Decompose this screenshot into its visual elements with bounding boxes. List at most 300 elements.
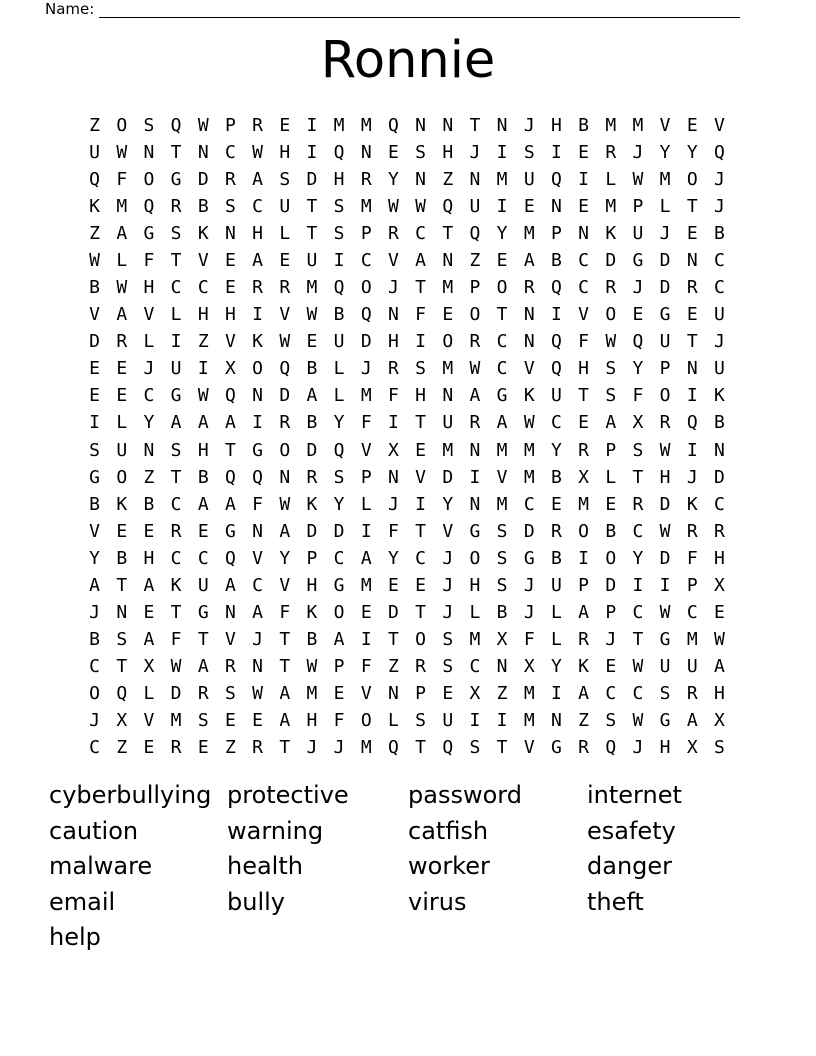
- grid-letter: L: [279, 222, 291, 244]
- grid-letter: P: [360, 222, 372, 244]
- grid-letter: K: [578, 656, 589, 678]
- grid-letter: B: [89, 277, 100, 299]
- grid-letter: T: [116, 574, 128, 596]
- grid-letter: Q: [469, 222, 481, 244]
- grid-letter: U: [442, 710, 454, 732]
- grid-letter: A: [469, 385, 481, 407]
- grid-letter: F: [523, 629, 535, 651]
- grid-letter: V: [89, 520, 100, 542]
- grid-letter: A: [605, 412, 617, 434]
- grid-letter: K: [605, 222, 617, 244]
- grid-letter: N: [578, 222, 589, 244]
- grid-letter: J: [442, 574, 454, 596]
- grid-letter: U: [713, 358, 725, 380]
- grid-letter: Z: [578, 710, 589, 732]
- grid-letter: L: [387, 710, 399, 732]
- grid-letter: L: [550, 602, 562, 624]
- grid-letter: H: [415, 385, 426, 407]
- grid-letter: Q: [550, 331, 562, 353]
- grid-letter: C: [632, 683, 644, 705]
- grid-letter: I: [469, 466, 481, 488]
- grid-letter: C: [89, 737, 100, 759]
- grid-letter: R: [632, 493, 644, 515]
- grid-letter: W: [632, 710, 644, 732]
- grid-letter: G: [252, 439, 263, 461]
- grid-letter: K: [116, 493, 128, 515]
- grid-letter: A: [143, 629, 155, 651]
- grid-letter: V: [578, 304, 589, 326]
- word-list-item: health: [227, 852, 303, 881]
- grid-letter: C: [550, 412, 562, 434]
- grid-letter: O: [686, 168, 698, 190]
- grid-letter: S: [442, 629, 454, 651]
- grid-letter: F: [415, 304, 426, 326]
- grid-letter: M: [605, 114, 617, 136]
- grid-letter: K: [686, 493, 698, 515]
- grid-letter: N: [442, 385, 454, 407]
- grid-letter: E: [686, 304, 698, 326]
- grid-letter: E: [333, 683, 345, 705]
- grid-letter: Y: [550, 656, 562, 678]
- grid-letter: V: [496, 466, 508, 488]
- grid-letter: N: [550, 195, 562, 217]
- grid-letter: G: [143, 222, 155, 244]
- grid-letter: I: [469, 710, 481, 732]
- grid-letter: M: [469, 629, 481, 651]
- grid-letter: E: [442, 683, 454, 705]
- grid-letter: W: [659, 520, 671, 542]
- grid-letter: N: [442, 249, 454, 271]
- grid-letter: I: [360, 520, 372, 542]
- grid-letter: J: [632, 277, 644, 299]
- grid-letter: W: [713, 629, 725, 651]
- grid-letter: Y: [89, 547, 100, 569]
- grid-letter: V: [442, 520, 454, 542]
- grid-letter: Y: [333, 493, 345, 515]
- grid-letter: W: [89, 249, 100, 271]
- grid-letter: Q: [442, 737, 454, 759]
- grid-letter: T: [279, 656, 291, 678]
- grid-letter: T: [442, 222, 454, 244]
- grid-letter: F: [360, 412, 372, 434]
- grid-letter: X: [632, 412, 644, 434]
- grid-letter: S: [333, 466, 345, 488]
- grid-letter: Q: [333, 141, 345, 163]
- grid-letter: W: [523, 412, 535, 434]
- grid-letter: U: [197, 574, 209, 596]
- grid-letter: T: [415, 602, 426, 624]
- grid-letter: N: [469, 439, 481, 461]
- grid-letter: R: [686, 277, 698, 299]
- grid-letter: U: [116, 439, 128, 461]
- grid-letter: W: [605, 331, 617, 353]
- grid-letter: C: [713, 493, 725, 515]
- grid-letter: R: [578, 439, 589, 461]
- grid-letter: I: [170, 331, 182, 353]
- grid-letter: V: [279, 304, 291, 326]
- grid-letter: W: [279, 493, 291, 515]
- grid-letter: Z: [387, 656, 399, 678]
- grid-letter: N: [197, 141, 209, 163]
- word-list-item: password: [408, 781, 522, 809]
- grid-letter: S: [523, 141, 535, 163]
- grid-letter: B: [578, 114, 589, 136]
- grid-letter: O: [605, 304, 617, 326]
- grid-letter: F: [578, 331, 589, 353]
- grid-letter: E: [415, 574, 426, 596]
- grid-letter: D: [605, 574, 617, 596]
- grid-letter: B: [550, 547, 562, 569]
- grid-letter: M: [523, 439, 535, 461]
- grid-letter: N: [224, 602, 236, 624]
- grid-letter: F: [252, 493, 263, 515]
- grid-letter: B: [306, 629, 318, 651]
- grid-letter: Q: [442, 195, 454, 217]
- grid-letter: H: [306, 710, 318, 732]
- grid-letter: X: [523, 656, 535, 678]
- grid-letter: G: [89, 466, 100, 488]
- grid-letter: G: [224, 520, 236, 542]
- grid-letter: S: [469, 737, 481, 759]
- grid-letter: I: [632, 574, 644, 596]
- grid-letter: R: [686, 520, 698, 542]
- grid-letter: R: [387, 358, 399, 380]
- grid-letter: I: [306, 141, 318, 163]
- grid-letter: G: [632, 249, 644, 271]
- grid-letter: V: [523, 358, 535, 380]
- grid-letter: R: [578, 737, 589, 759]
- grid-letter: S: [605, 710, 617, 732]
- grid-letter: R: [360, 168, 372, 190]
- grid-letter: L: [550, 629, 562, 651]
- grid-letter: B: [713, 412, 725, 434]
- grid-letter: U: [523, 168, 535, 190]
- word-list-item: caution: [49, 816, 139, 845]
- grid-letter: D: [306, 520, 318, 542]
- grid-letter: A: [578, 683, 589, 705]
- grid-letter: Y: [496, 222, 508, 244]
- grid-letter: R: [550, 520, 562, 542]
- grid-letter: M: [659, 168, 671, 190]
- grid-letter: O: [605, 547, 617, 569]
- grid-letter: J: [632, 141, 644, 163]
- grid-letter: P: [469, 277, 481, 299]
- grid-letter: H: [279, 141, 291, 163]
- grid-letter: E: [686, 222, 698, 244]
- grid-letter: L: [143, 683, 155, 705]
- grid-letter: X: [713, 574, 725, 596]
- grid-letter: J: [387, 277, 399, 299]
- grid-letter: U: [89, 141, 100, 163]
- grid-letter: O: [143, 168, 155, 190]
- grid-letter: A: [143, 574, 155, 596]
- grid-letter: C: [686, 602, 698, 624]
- grid-letter: V: [360, 683, 372, 705]
- grid-letter: X: [496, 629, 508, 651]
- grid-letter: F: [360, 656, 372, 678]
- grid-letter: N: [686, 249, 698, 271]
- grid-letter: C: [197, 277, 209, 299]
- grid-letter: C: [469, 656, 481, 678]
- grid-letter: Z: [224, 737, 236, 759]
- grid-letter: Q: [143, 195, 155, 217]
- grid-letter: C: [578, 249, 589, 271]
- grid-letter: F: [170, 629, 182, 651]
- grid-letter: P: [632, 195, 644, 217]
- grid-letter: A: [224, 574, 236, 596]
- grid-letter: Q: [170, 114, 182, 136]
- grid-letter: Y: [442, 493, 454, 515]
- grid-letter: A: [279, 520, 291, 542]
- grid-letter: S: [713, 737, 725, 759]
- grid-letter: T: [415, 277, 426, 299]
- grid-letter: T: [632, 466, 644, 488]
- grid-letter: N: [252, 385, 263, 407]
- grid-letter: M: [170, 710, 182, 732]
- grid-letter: M: [523, 710, 535, 732]
- grid-letter: Q: [387, 114, 399, 136]
- grid-letter: Z: [496, 683, 508, 705]
- grid-letter: N: [387, 304, 399, 326]
- grid-letter: Q: [550, 168, 562, 190]
- grid-letter: E: [578, 412, 589, 434]
- grid-letter: H: [143, 547, 155, 569]
- grid-letter: J: [333, 737, 345, 759]
- grid-letter: E: [578, 141, 589, 163]
- grid-letter: M: [306, 277, 318, 299]
- grid-letter: H: [550, 114, 562, 136]
- grid-letter: T: [170, 141, 182, 163]
- grid-letter: F: [116, 168, 128, 190]
- grid-letter: L: [116, 412, 128, 434]
- grid-letter: W: [387, 195, 399, 217]
- word-list-item: warning: [227, 816, 324, 845]
- grid-letter: W: [632, 168, 644, 190]
- grid-letter: Q: [89, 168, 100, 190]
- grid-letter: J: [442, 547, 454, 569]
- grid-letter: T: [496, 737, 508, 759]
- grid-letter: E: [387, 141, 399, 163]
- grid-letter: B: [306, 358, 318, 380]
- grid-letter: J: [89, 710, 100, 732]
- grid-letter: G: [469, 520, 481, 542]
- grid-letter: V: [252, 547, 263, 569]
- grid-letter: I: [578, 547, 589, 569]
- grid-letter: H: [469, 574, 481, 596]
- grid-letter: C: [224, 141, 236, 163]
- grid-letter: N: [415, 114, 426, 136]
- grid-letter: R: [713, 520, 725, 542]
- grid-letter: Y: [659, 141, 671, 163]
- grid-letter: J: [686, 466, 698, 488]
- grid-letter: Q: [550, 358, 562, 380]
- grid-letter: U: [659, 656, 671, 678]
- grid-letter: K: [170, 574, 182, 596]
- grid-letter: E: [89, 358, 100, 380]
- grid-letter: J: [442, 602, 454, 624]
- grid-letter: R: [252, 737, 263, 759]
- grid-letter: V: [224, 629, 236, 651]
- grid-letter: C: [170, 277, 182, 299]
- grid-letter: L: [116, 249, 128, 271]
- grid-letter: I: [659, 574, 671, 596]
- grid-letter: M: [632, 114, 644, 136]
- grid-letter: X: [469, 683, 481, 705]
- grid-letter: F: [686, 547, 698, 569]
- grid-letter: C: [605, 683, 617, 705]
- grid-letter: D: [442, 466, 454, 488]
- grid-letter: B: [89, 493, 100, 515]
- grid-letter: U: [442, 412, 454, 434]
- word-list: [49, 778, 789, 956]
- grid-letter: Q: [333, 439, 345, 461]
- grid-letter: M: [360, 195, 372, 217]
- grid-letter: A: [252, 249, 263, 271]
- grid-letter: H: [387, 331, 399, 353]
- grid-letter: H: [659, 466, 671, 488]
- grid-letter: E: [605, 493, 617, 515]
- grid-letter: M: [496, 439, 508, 461]
- grid-letter: A: [306, 385, 318, 407]
- grid-letter: I: [387, 412, 399, 434]
- grid-letter: G: [523, 547, 535, 569]
- grid-letter: N: [550, 710, 562, 732]
- grid-letter: S: [224, 195, 236, 217]
- grid-letter: I: [306, 114, 318, 136]
- grid-letter: T: [306, 195, 318, 217]
- grid-letter: I: [415, 493, 426, 515]
- grid-letter: J: [306, 737, 318, 759]
- grid-letter: M: [686, 629, 698, 651]
- grid-letter: F: [143, 249, 155, 271]
- grid-letter: B: [89, 629, 100, 651]
- grid-letter: Y: [333, 412, 345, 434]
- grid-letter: E: [116, 358, 128, 380]
- grid-letter: H: [252, 222, 263, 244]
- grid-letter: R: [605, 277, 617, 299]
- grid-letter: O: [415, 629, 426, 651]
- grid-letter: X: [713, 710, 725, 732]
- grid-letter: T: [415, 412, 426, 434]
- grid-letter: N: [415, 168, 426, 190]
- grid-letter: A: [197, 656, 209, 678]
- grid-letter: Y: [387, 547, 399, 569]
- grid-letter: Y: [143, 412, 155, 434]
- grid-letter: L: [605, 168, 617, 190]
- grid-letter: N: [143, 141, 155, 163]
- grid-letter: O: [116, 114, 128, 136]
- grid-letter: N: [469, 493, 481, 515]
- grid-letter: G: [197, 602, 209, 624]
- grid-letter: C: [713, 249, 725, 271]
- grid-letter: V: [659, 114, 671, 136]
- grid-letter: S: [197, 710, 209, 732]
- grid-letter: H: [578, 358, 589, 380]
- grid-letter: R: [252, 114, 263, 136]
- grid-letter: O: [360, 277, 372, 299]
- grid-letter: C: [496, 331, 508, 353]
- grid-letter: C: [252, 574, 263, 596]
- grid-letter: O: [279, 439, 291, 461]
- grid-letter: Z: [89, 114, 100, 136]
- name-row: [45, 1, 740, 18]
- grid-letter: T: [686, 195, 698, 217]
- grid-letter: I: [496, 710, 508, 732]
- grid-letter: Y: [632, 547, 644, 569]
- grid-letter: V: [279, 574, 291, 596]
- grid-letter: P: [659, 358, 671, 380]
- grid-letter: D: [279, 385, 291, 407]
- grid-letter: R: [170, 737, 182, 759]
- grid-letter: E: [523, 195, 535, 217]
- grid-letter: H: [197, 304, 209, 326]
- grid-letter: S: [415, 710, 426, 732]
- grid-letter: A: [360, 547, 372, 569]
- grid-letter: P: [333, 656, 345, 678]
- grid-letter: C: [360, 249, 372, 271]
- grid-letter: S: [442, 656, 454, 678]
- grid-letter: A: [224, 493, 236, 515]
- grid-letter: K: [306, 493, 318, 515]
- grid-letter: M: [496, 493, 508, 515]
- grid-letter: J: [523, 574, 535, 596]
- grid-letter: L: [143, 331, 155, 353]
- grid-letter: Q: [360, 304, 372, 326]
- grid-letter: H: [224, 304, 236, 326]
- grid-letter: C: [89, 656, 100, 678]
- grid-letter: T: [686, 331, 698, 353]
- grid-letter: Q: [605, 737, 617, 759]
- grid-letter: Q: [279, 358, 291, 380]
- grid-letter: Q: [224, 385, 236, 407]
- grid-letter: B: [333, 304, 345, 326]
- grid-letter: Z: [469, 249, 481, 271]
- grid-letter: I: [578, 168, 589, 190]
- puzzle-title: Ronnie: [320, 31, 496, 90]
- grid-letter: S: [89, 439, 100, 461]
- grid-letter: L: [469, 602, 481, 624]
- grid-letter: E: [143, 737, 155, 759]
- grid-letter: N: [360, 141, 372, 163]
- grid-letter: S: [605, 385, 617, 407]
- grid-letter: Z: [143, 466, 155, 488]
- grid-letter: D: [523, 520, 535, 542]
- grid-letter: Q: [387, 737, 399, 759]
- grid-letter: G: [170, 168, 182, 190]
- grid-letter: V: [360, 439, 372, 461]
- grid-letter: B: [605, 520, 617, 542]
- grid-letter: Y: [550, 439, 562, 461]
- grid-letter: C: [632, 520, 644, 542]
- grid-letter: T: [224, 439, 236, 461]
- grid-letter: M: [360, 114, 372, 136]
- grid-letter: T: [279, 737, 291, 759]
- grid-letter: V: [387, 249, 399, 271]
- grid-letter: U: [659, 331, 671, 353]
- grid-letter: E: [279, 114, 291, 136]
- grid-letter: W: [116, 141, 128, 163]
- grid-letter: B: [496, 602, 508, 624]
- word-list-item: worker: [408, 852, 490, 881]
- grid-letter: E: [578, 195, 589, 217]
- grid-letter: S: [496, 574, 508, 596]
- grid-letter: D: [713, 466, 725, 488]
- grid-letter: T: [279, 629, 291, 651]
- grid-letter: A: [89, 574, 100, 596]
- grid-letter: V: [143, 710, 155, 732]
- grid-letter: U: [686, 656, 698, 678]
- grid-letter: L: [170, 304, 182, 326]
